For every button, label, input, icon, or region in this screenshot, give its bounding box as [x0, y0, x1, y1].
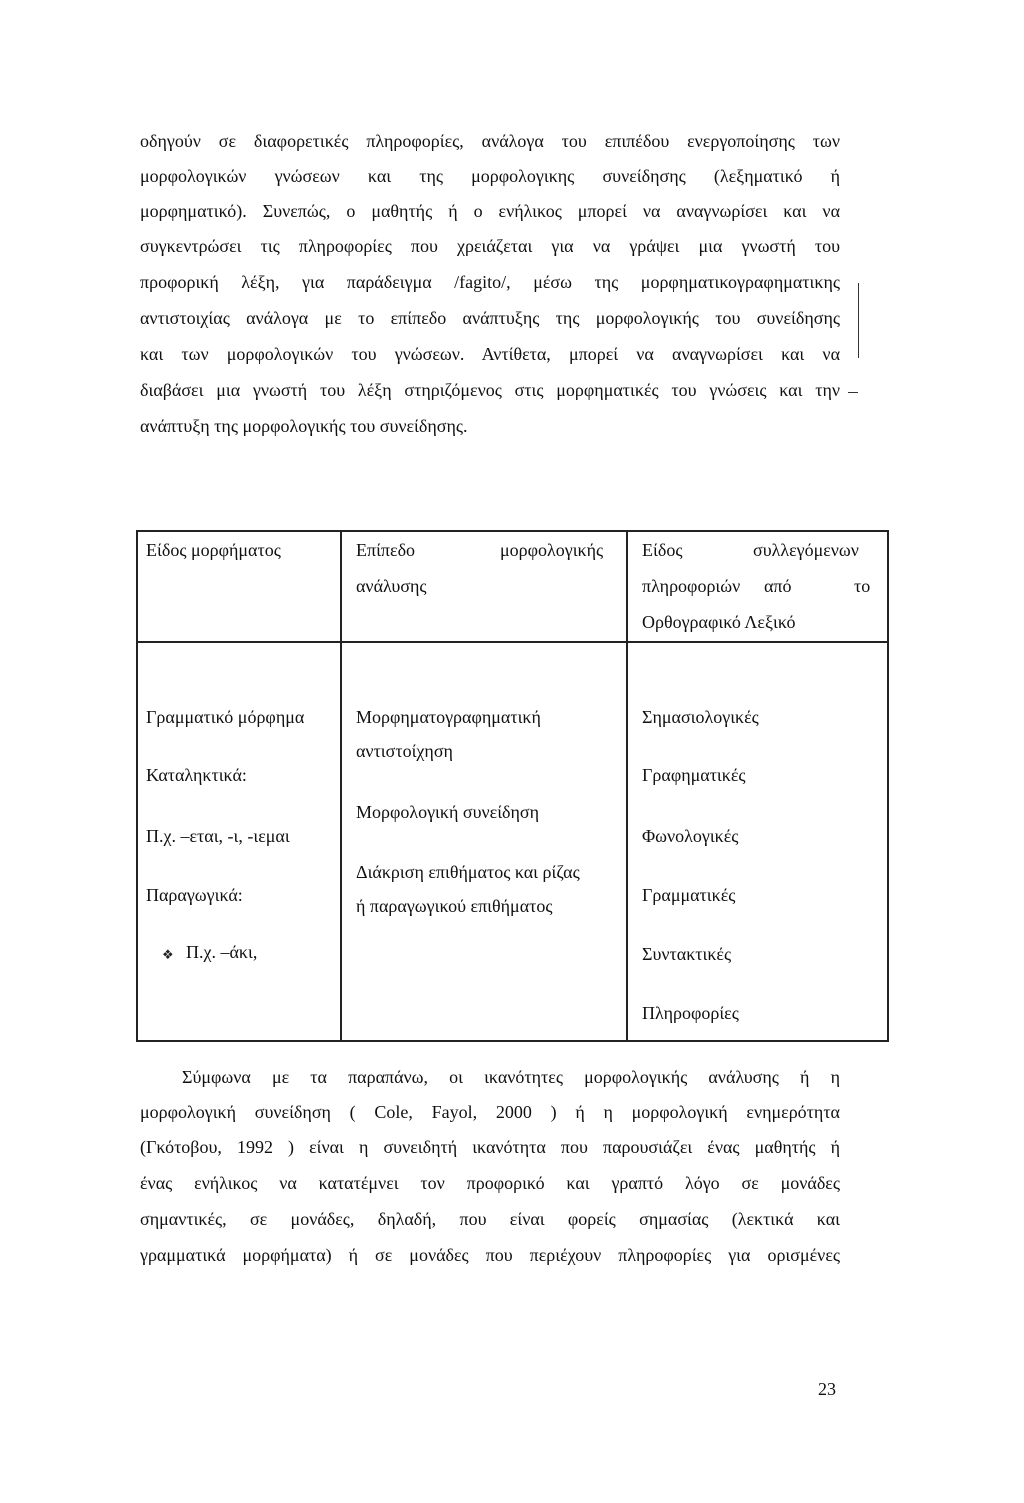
- margin-bracket-mark: [852, 283, 859, 358]
- table-border-right: [887, 530, 889, 1042]
- table-header-info-type: από: [764, 576, 792, 596]
- morpheme-type-item: Παραγωγικά:: [146, 885, 243, 905]
- info-type-item: Σημασιολογικές: [642, 707, 759, 727]
- page-number: 23: [818, 1379, 836, 1399]
- paragraph-line: γραμματικά μορφήματα) ή σε μονάδες που περιέχουν πληροφορίες για ορισμένες: [140, 1245, 840, 1265]
- morpheme-type-item: Π.χ. –άκι,: [186, 942, 258, 962]
- morpheme-type-item: Καταληκτικά:: [146, 765, 247, 785]
- table-header-analysis-level: ανάλυσης: [356, 576, 427, 596]
- analysis-level-item: Μορφολογική συνείδηση: [356, 802, 540, 822]
- paragraph-line: συγκεντρώσει τις πληροφορίες που χρειάζεται για να γράψει μια γνωστή του: [140, 236, 840, 256]
- paragraph-line: (Γκότοβου, 1992 ) είναι η συνειδητή ικανότητα που παρουσιάζει ένας μαθητής ή: [140, 1137, 840, 1157]
- info-type-item: Γραμματικές: [642, 885, 736, 905]
- info-type-item: Φωνολογικές: [642, 826, 739, 846]
- table-header-info-type: συλλεγόμενων: [753, 540, 859, 560]
- analysis-level-item: Διάκριση επιθήματος και ρίζας: [356, 862, 580, 882]
- info-type-item: Πληροφορίες: [642, 1003, 739, 1023]
- paragraph-line: μορφολογική συνείδηση ( Cole, Fayol, 2000 ) ή η μορφολογική ενημερότητα: [140, 1102, 840, 1122]
- analysis-level-item: ή παραγωγικού επιθήματος: [356, 896, 553, 916]
- paragraph-line: και των μορφολογικών του γνώσεων. Αντίθετα, μπορεί να αναγνωρίσει και να: [140, 344, 840, 364]
- paragraph-line: μορφολογικών γνώσεων και της μορφολογικης συνείδησης (λεξηματικό ή: [140, 166, 840, 186]
- paragraph-line: Σύμφωνα με τα παραπάνω, οι ικανότητες μορφολογικής ανάλυσης ή η: [182, 1067, 840, 1087]
- table-border-bottom: [136, 1040, 889, 1042]
- paragraph-line: προφορική λέξη, για παράδειγμα /fagito/, μέσω της μορφηματικογραφηματικης: [140, 272, 840, 292]
- paragraph-line: διαβάσει μια γνωστή του λέξη στηριζόμενος στις μορφηματικές του γνώσεις και την: [140, 380, 840, 400]
- info-type-item: Γραφηματικές: [642, 765, 746, 785]
- table-header-info-type: πληροφοριών: [642, 576, 741, 596]
- analysis-level-item: Μορφηματογραφηματική: [356, 707, 541, 727]
- table-border-left: [136, 530, 138, 1042]
- paragraph-line: ανάπτυξη της μορφολογικής του συνείδησης.: [140, 416, 468, 436]
- paragraph-line: οδηγούν σε διαφορετικές πληροφορίες, ανάλογα του επιπέδου ενεργοποίησης των: [140, 131, 840, 151]
- table-header-analysis-level: μορφολογικής: [500, 540, 604, 560]
- table-header-divider: [136, 641, 889, 643]
- margin-dash-mark: [848, 392, 858, 393]
- table-header-info-type: Είδος: [642, 540, 683, 560]
- table-column-divider: [626, 530, 628, 1042]
- table-header-info-type: το: [854, 576, 871, 596]
- paragraph-line: ένας ενήλικος να κατατέμνει τον προφορικό και γραπτό λόγο σε μονάδες: [140, 1173, 840, 1193]
- info-type-item: Συντακτικές: [642, 944, 732, 964]
- table-header-info-type: Ορθογραφικό Λεξικό: [642, 612, 796, 632]
- morpheme-type-item: Π.χ. –εται, -ι, -ιεμαι: [146, 826, 290, 846]
- paragraph-line: αντιστοιχίας ανάλογα με το επίπεδο ανάπτυξης της μορφολογικής του συνείδησης: [140, 308, 840, 328]
- bullet-icon: ❖: [162, 947, 174, 962]
- table-column-divider: [340, 530, 342, 1042]
- table-header-analysis-level: Επίπεδο: [356, 540, 416, 560]
- analysis-level-item: αντιστοίχηση: [356, 741, 453, 761]
- table-border-top: [136, 530, 889, 532]
- table-header-morpheme-type: Είδος μορφήματος: [146, 540, 281, 560]
- paragraph-line: μορφηματικό). Συνεπώς, ο μαθητής ή ο ενήλικος μπορεί να αναγνωρίσει και να: [140, 201, 840, 221]
- paragraph-line: σημαντικές, σε μονάδες, δηλαδή, που είναι φορείς σημασίας (λεκτικά και: [140, 1209, 840, 1229]
- morpheme-type-item: Γραμματικό μόρφημα: [146, 707, 305, 727]
